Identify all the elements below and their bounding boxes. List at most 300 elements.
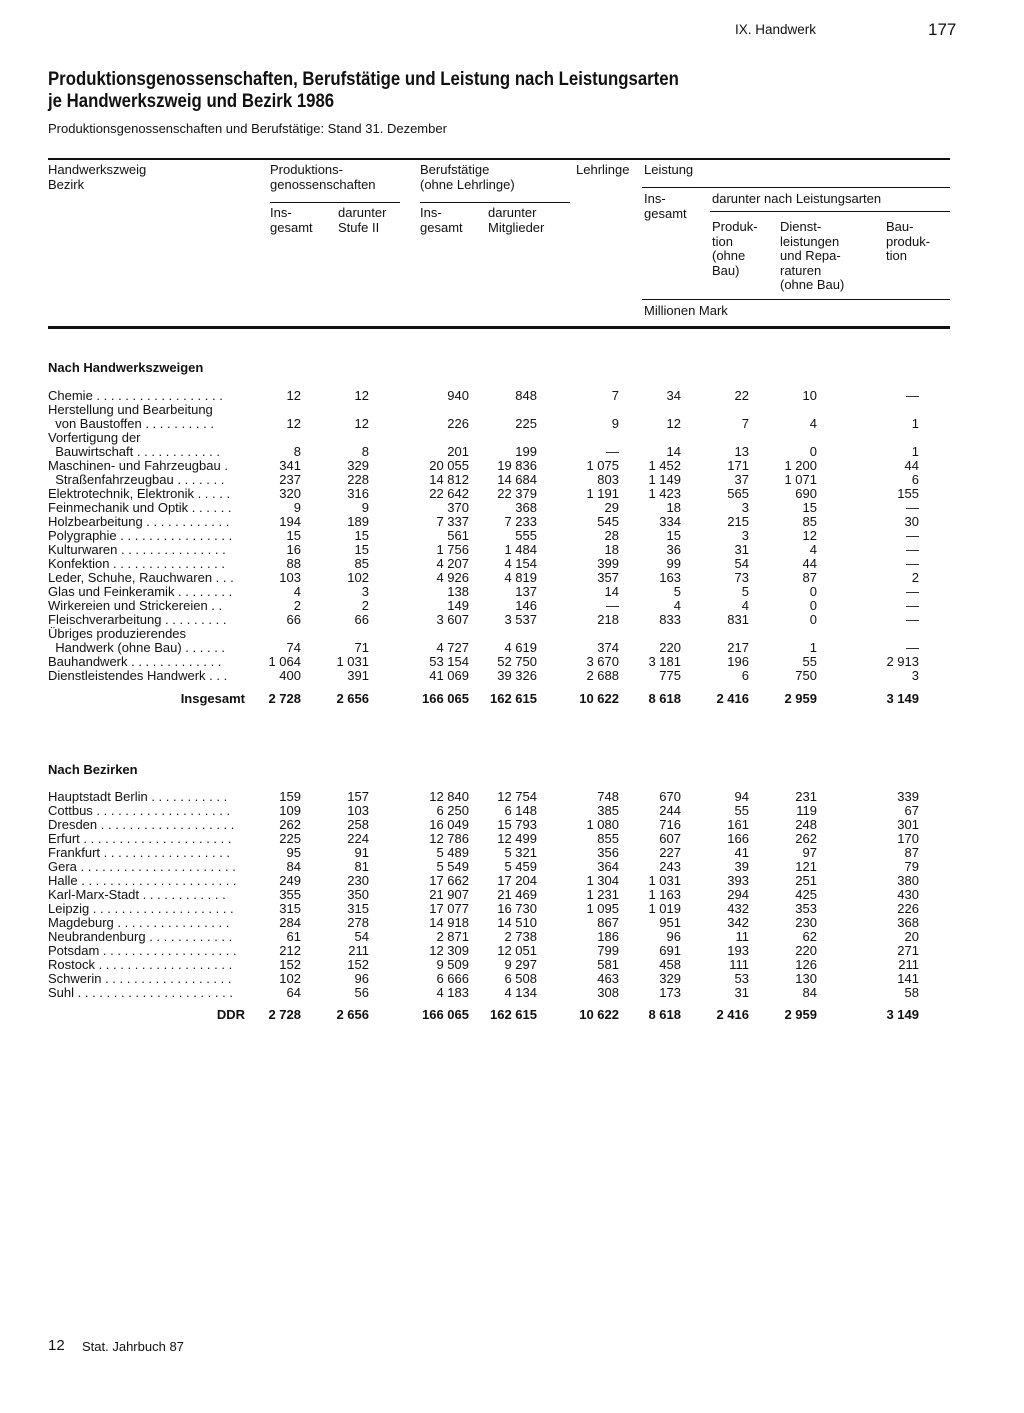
- row-label: Bauhandwerk . . . . . . . . . . . . .: [48, 654, 222, 669]
- table-cell: —: [906, 542, 919, 557]
- table-row: [0, 790, 1024, 804]
- table-cell: 94: [734, 789, 749, 804]
- total-cell: 2 656: [336, 1007, 369, 1022]
- table-cell: —: [906, 556, 919, 571]
- table-cell: 12: [802, 528, 817, 543]
- table-cell: 54: [354, 929, 369, 944]
- table-cell: 159: [279, 789, 301, 804]
- table-cell: 6 666: [436, 971, 469, 986]
- total-cell: 2 959: [784, 691, 817, 706]
- table-cell: 7: [741, 416, 749, 431]
- table-cell: 58: [904, 985, 919, 1000]
- table-cell: 211: [348, 943, 369, 958]
- table-cell: 14 918: [429, 915, 469, 930]
- total-cell: 2 656: [336, 691, 369, 706]
- table-cell: 66: [286, 612, 301, 627]
- table-cell: 1 484: [504, 542, 537, 557]
- row-label: Potsdam . . . . . . . . . . . . . . . . . . .: [48, 943, 237, 958]
- section-heading-bezirke: Nach Bezirken: [48, 762, 138, 777]
- table-cell: 126: [795, 957, 817, 972]
- table-cell: —: [906, 598, 919, 613]
- table-cell: 339: [897, 789, 919, 804]
- row-label: Feinmechanik und Optik . . . . . .: [48, 500, 232, 515]
- table-row: [0, 804, 1024, 818]
- total-label: DDR: [216, 1007, 245, 1022]
- table-cell: 284: [279, 915, 301, 930]
- rule-leistungsarten: [710, 211, 950, 212]
- table-cell: 88: [286, 556, 301, 571]
- table-cell: 9 297: [504, 957, 537, 972]
- footer-source: Stat. Jahrbuch 87: [82, 1339, 184, 1354]
- table-cell: 15: [354, 528, 369, 543]
- table-cell: 16: [286, 542, 301, 557]
- row-label: Leder, Schuhe, Rauchwaren . . .: [48, 570, 234, 585]
- table-cell: 157: [347, 789, 369, 804]
- table-cell: 12 840: [429, 789, 469, 804]
- table-cell: 87: [904, 845, 919, 860]
- table-cell: 1 423: [648, 486, 681, 501]
- table-cell: —: [906, 388, 919, 403]
- table-cell: 1 095: [586, 901, 619, 916]
- table-cell: 2 871: [436, 929, 469, 944]
- table-cell: 7 233: [504, 514, 537, 529]
- total-cell: 3 149: [886, 691, 919, 706]
- table-cell: 186: [597, 929, 619, 944]
- table-cell: 368: [897, 915, 919, 930]
- table-cell: 85: [354, 556, 369, 571]
- table-row: [0, 832, 1024, 846]
- row-label: Vorfertigung der: [48, 430, 141, 445]
- table-cell: 10: [802, 388, 817, 403]
- table-cell: 152: [347, 957, 369, 972]
- table-row: [0, 431, 1024, 445]
- row-label: Frankfurt . . . . . . . . . . . . . . . . . .: [48, 845, 231, 860]
- table-cell: 84: [802, 985, 817, 1000]
- table-cell: 31: [734, 985, 749, 1000]
- row-label: Elektrotechnik, Elektronik . . . . .: [48, 486, 231, 501]
- table-cell: 9 509: [436, 957, 469, 972]
- header-leistung: Leistung: [644, 162, 694, 177]
- row-label: Suhl . . . . . . . . . . . . . . . . . . . . . .: [48, 985, 233, 1000]
- table-cell: 79: [904, 859, 919, 874]
- table-cell: 22 379: [497, 486, 537, 501]
- table-cell: 5 489: [436, 845, 469, 860]
- table-cell: 36: [666, 542, 681, 557]
- row-label: Gera . . . . . . . . . . . . . . . . . . . . . .: [48, 859, 236, 874]
- table-cell: 2: [911, 570, 919, 585]
- table-cell: 67: [904, 803, 919, 818]
- row-label: Cottbus . . . . . . . . . . . . . . . . . . .: [48, 803, 231, 818]
- header-bauproduktion: Bau- produk- tion: [886, 219, 931, 263]
- table-cell: 11: [735, 929, 749, 944]
- table-cell: 1 149: [648, 472, 681, 487]
- table-cell: 4: [293, 584, 301, 599]
- table-cell: 3: [911, 668, 919, 683]
- table-row: [0, 860, 1024, 874]
- table-cell: 4 134: [504, 985, 537, 1000]
- table-cell: 425: [795, 887, 817, 902]
- table-cell: 95: [286, 845, 301, 860]
- table-cell: 230: [347, 873, 369, 888]
- table-cell: 161: [727, 817, 749, 832]
- table-cell: 1 200: [784, 458, 817, 473]
- table-cell: 34: [666, 388, 681, 403]
- table-cell: 7 337: [436, 514, 469, 529]
- table-cell: 243: [659, 859, 681, 874]
- header-berufstaetige: Berufstätige (ohne Lehrlinge): [420, 162, 515, 192]
- table-cell: 199: [515, 444, 537, 459]
- table-cell: 62: [802, 929, 817, 944]
- header-bt-insgesamt: Ins- gesamt: [420, 205, 463, 235]
- table-cell: 2 913: [886, 654, 919, 669]
- table-cell: 248: [795, 817, 817, 832]
- header-top-rule: [48, 158, 950, 160]
- table-cell: 2: [293, 598, 301, 613]
- table-cell: 400: [279, 668, 301, 683]
- table-cell: 22 642: [429, 486, 469, 501]
- table-cell: 12 051: [497, 943, 537, 958]
- table-cell: 53: [734, 971, 749, 986]
- header-leistungsarten: darunter nach Leistungsarten: [712, 191, 882, 206]
- table-cell: 3 537: [504, 612, 537, 627]
- table-cell: 9: [361, 500, 369, 515]
- table-cell: 84: [286, 859, 301, 874]
- table-cell: 44: [904, 458, 919, 473]
- table-cell: 3 670: [586, 654, 619, 669]
- table-row: [0, 557, 1024, 571]
- table-cell: 0: [809, 598, 817, 613]
- table-cell: 4 727: [436, 640, 469, 655]
- table-cell: 14: [604, 584, 619, 599]
- table-cell: 12: [354, 416, 369, 431]
- table-cell: 1: [911, 416, 919, 431]
- header-bt-mitglieder: darunter Mitglieder: [488, 205, 545, 235]
- table-title: [48, 68, 679, 112]
- row-label: Handwerk (ohne Bau) . . . . . .: [48, 640, 226, 655]
- total-row: [0, 1008, 1024, 1022]
- row-label: Hauptstadt Berlin . . . . . . . . . . .: [48, 789, 228, 804]
- table-row: [0, 930, 1024, 944]
- table-cell: 41 069: [429, 668, 469, 683]
- table-cell: 212: [279, 943, 301, 958]
- table-cell: 2: [361, 598, 369, 613]
- table-cell: 41: [734, 845, 749, 860]
- table-cell: 21 907: [429, 887, 469, 902]
- table-cell: 380: [897, 873, 919, 888]
- table-cell: 119: [796, 803, 817, 818]
- footer-page-number: 12: [48, 1337, 65, 1354]
- table-row: [0, 669, 1024, 683]
- table-cell: 364: [597, 859, 619, 874]
- table-cell: 52 750: [497, 654, 537, 669]
- row-label: Rostock . . . . . . . . . . . . . . . . . . .: [48, 957, 233, 972]
- table-cell: 130: [795, 971, 817, 986]
- table-cell: 81: [354, 859, 369, 874]
- table-cell: 22: [734, 388, 749, 403]
- total-cell: 10 622: [579, 691, 619, 706]
- table-cell: 329: [347, 458, 369, 473]
- table-cell: 458: [659, 957, 681, 972]
- table-cell: 224: [347, 831, 369, 846]
- table-cell: —: [906, 584, 919, 599]
- table-row: [0, 641, 1024, 655]
- table-cell: 74: [286, 640, 301, 655]
- table-cell: 316: [347, 486, 369, 501]
- table-cell: 64: [286, 985, 301, 1000]
- table-cell: 61: [286, 929, 301, 944]
- title-line-1: Produktionsgenossenschaften, Berufstätige und Leistung nach Leistungsarten: [48, 68, 679, 90]
- table-cell: 12 499: [497, 831, 537, 846]
- table-row: [0, 543, 1024, 557]
- table-cell: 357: [597, 570, 619, 585]
- table-cell: 1 019: [648, 901, 681, 916]
- table-cell: 201: [447, 444, 469, 459]
- table-cell: 368: [515, 500, 537, 515]
- table-cell: 1 756: [436, 542, 469, 557]
- table-row: [0, 417, 1024, 431]
- table-cell: 12: [354, 388, 369, 403]
- row-label: Maschinen- und Fahrzeugbau .: [48, 458, 228, 473]
- table-cell: 951: [659, 915, 681, 930]
- row-label: Herstellung und Bearbeitung: [48, 402, 213, 417]
- table-row: [0, 473, 1024, 487]
- table-row: [0, 529, 1024, 543]
- table-cell: 803: [597, 472, 619, 487]
- table-cell: 96: [666, 929, 681, 944]
- table-row: [0, 459, 1024, 473]
- table-cell: 329: [659, 971, 681, 986]
- table-cell: 166: [727, 831, 749, 846]
- table-cell: 215: [727, 514, 749, 529]
- table-cell: 17 077: [429, 901, 469, 916]
- table-cell: —: [906, 500, 919, 515]
- table-cell: 3: [741, 500, 749, 515]
- table-cell: 4 926: [436, 570, 469, 585]
- table-cell: 121: [795, 859, 817, 874]
- table-cell: 855: [597, 831, 619, 846]
- total-cell: 166 065: [422, 691, 469, 706]
- table-cell: 9: [611, 416, 619, 431]
- table-cell: 5: [741, 584, 749, 599]
- total-cell: 2 728: [268, 691, 301, 706]
- rule-leistung: [642, 187, 950, 188]
- table-cell: 109: [279, 803, 301, 818]
- table-cell: 73: [734, 570, 749, 585]
- table-cell: 12 754: [497, 789, 537, 804]
- table-cell: 99: [666, 556, 681, 571]
- table-cell: 12: [666, 416, 681, 431]
- table-cell: 31: [734, 542, 749, 557]
- table-row: [0, 445, 1024, 459]
- table-cell: 5 549: [436, 859, 469, 874]
- table-cell: —: [606, 598, 619, 613]
- table-cell: 146: [515, 598, 537, 613]
- row-label: Konfektion . . . . . . . . . . . . . . . .: [48, 556, 226, 571]
- total-cell: 2 416: [716, 691, 749, 706]
- table-cell: 6 508: [504, 971, 537, 986]
- table-cell: 4 183: [436, 985, 469, 1000]
- table-cell: —: [906, 528, 919, 543]
- table-cell: 670: [659, 789, 681, 804]
- table-cell: 18: [666, 500, 681, 515]
- table-cell: 374: [597, 640, 619, 655]
- total-cell: 10 622: [579, 1007, 619, 1022]
- table-cell: 1 452: [648, 458, 681, 473]
- table-cell: 262: [795, 831, 817, 846]
- table-cell: 334: [659, 514, 681, 529]
- table-cell: 4: [809, 416, 817, 431]
- table-cell: 342: [727, 915, 749, 930]
- table-cell: 2 688: [586, 668, 619, 683]
- table-cell: 716: [659, 817, 681, 832]
- table-row: [0, 389, 1024, 403]
- table-cell: 4 154: [504, 556, 537, 571]
- table-cell: 170: [897, 831, 919, 846]
- page-number: 177: [928, 20, 957, 39]
- table-cell: 21 469: [497, 887, 537, 902]
- table-cell: 189: [347, 514, 369, 529]
- header-dienstleistungen: Dienst- leistungen und Repa- raturen (ohne Bau): [780, 219, 845, 292]
- table-cell: 308: [597, 985, 619, 1000]
- table-cell: 251: [795, 873, 817, 888]
- row-label: Dresden . . . . . . . . . . . . . . . . . . .: [48, 817, 235, 832]
- table-cell: 4: [809, 542, 817, 557]
- table-cell: 775: [659, 668, 681, 683]
- table-cell: 831: [727, 612, 749, 627]
- table-cell: 249: [279, 873, 301, 888]
- table-cell: 103: [347, 803, 369, 818]
- table-cell: 6 148: [504, 803, 537, 818]
- table-cell: 217: [727, 640, 749, 655]
- table-cell: 163: [659, 570, 681, 585]
- table-cell: 1 031: [336, 654, 369, 669]
- row-label: Leipzig . . . . . . . . . . . . . . . . . . . .: [48, 901, 234, 916]
- table-cell: 14 684: [497, 472, 537, 487]
- total-cell: 8 618: [648, 1007, 681, 1022]
- rule-produktionsgenossenschaften: [270, 202, 400, 203]
- table-cell: 607: [659, 831, 681, 846]
- table-cell: 430: [897, 887, 919, 902]
- table-cell: 14 812: [429, 472, 469, 487]
- table-cell: 355: [279, 887, 301, 902]
- total-cell: 8 618: [648, 691, 681, 706]
- table-row: [0, 986, 1024, 1000]
- table-cell: 102: [347, 570, 369, 585]
- table-cell: 9: [293, 500, 301, 515]
- section-label: IX. Handwerk: [735, 22, 817, 37]
- total-cell: 162 615: [490, 1007, 537, 1022]
- table-cell: 391: [347, 668, 369, 683]
- table-cell: 71: [354, 640, 369, 655]
- table-cell: 230: [795, 915, 817, 930]
- table-cell: 3: [741, 528, 749, 543]
- row-label: Schwerin . . . . . . . . . . . . . . . . . .: [48, 971, 232, 986]
- table-cell: 155: [897, 486, 919, 501]
- row-label: Wirkereien und Strickereien . .: [48, 598, 223, 613]
- table-cell: 87: [802, 570, 817, 585]
- row-label: Halle . . . . . . . . . . . . . . . . . . . . . .: [48, 873, 237, 888]
- row-label: Kulturwaren . . . . . . . . . . . . . . .: [48, 542, 226, 557]
- table-row: [0, 818, 1024, 832]
- table-cell: 0: [809, 584, 817, 599]
- table-cell: 29: [604, 500, 619, 515]
- table-cell: 1 071: [784, 472, 817, 487]
- table-cell: 7: [611, 388, 619, 403]
- header-stub: Handwerkszweig Bezirk: [48, 162, 147, 192]
- table-cell: 301: [897, 817, 919, 832]
- table-cell: 237: [279, 472, 301, 487]
- table-cell: 8: [361, 444, 369, 459]
- total-cell: 162 615: [490, 691, 537, 706]
- table-cell: 1 080: [586, 817, 619, 832]
- table-cell: 463: [597, 971, 619, 986]
- header-lehrlinge: Lehrlinge: [576, 162, 630, 177]
- table-cell: 141: [897, 971, 919, 986]
- row-label: Holzbearbeitung . . . . . . . . . . . .: [48, 514, 230, 529]
- table-cell: 96: [354, 971, 369, 986]
- table-cell: 39: [734, 859, 749, 874]
- header-leistung-insgesamt: Ins- gesamt: [644, 191, 687, 221]
- table-row: [0, 972, 1024, 986]
- table-cell: 3 607: [436, 612, 469, 627]
- table-cell: 0: [809, 612, 817, 627]
- table-cell: 103: [279, 570, 301, 585]
- table-cell: 228: [347, 472, 369, 487]
- table-cell: 218: [597, 612, 619, 627]
- table-cell: 227: [659, 845, 681, 860]
- table-row: [0, 599, 1024, 613]
- table-cell: 341: [279, 458, 301, 473]
- table-cell: 555: [515, 528, 537, 543]
- table-cell: 940: [447, 388, 469, 403]
- table-cell: 1 163: [648, 887, 681, 902]
- table-cell: 13: [734, 444, 749, 459]
- row-label: Chemie . . . . . . . . . . . . . . . . . .: [48, 388, 223, 403]
- table-cell: 8: [293, 444, 301, 459]
- table-cell: 91: [354, 845, 369, 860]
- table-cell: 581: [597, 957, 619, 972]
- table-cell: 1 031: [648, 873, 681, 888]
- table-row: [0, 613, 1024, 627]
- total-cell: 2 416: [716, 1007, 749, 1022]
- table-cell: 225: [515, 416, 537, 431]
- table-cell: 12: [286, 416, 301, 431]
- table-cell: 748: [597, 789, 619, 804]
- table-cell: 30: [904, 514, 919, 529]
- table-cell: 12 309: [429, 943, 469, 958]
- table-cell: 4: [741, 598, 749, 613]
- table-cell: 294: [727, 887, 749, 902]
- table-cell: 320: [279, 486, 301, 501]
- table-row: [0, 403, 1024, 417]
- table-cell: 833: [659, 612, 681, 627]
- table-cell: 1 304: [586, 873, 619, 888]
- table-row: [0, 515, 1024, 529]
- table-cell: 226: [447, 416, 469, 431]
- table-cell: 55: [734, 803, 749, 818]
- table-cell: 196: [727, 654, 749, 669]
- table-cell: 1 231: [586, 887, 619, 902]
- table-cell: 1 064: [268, 654, 301, 669]
- table-cell: 691: [659, 943, 681, 958]
- table-cell: 152: [279, 957, 301, 972]
- table-cell: 149: [447, 598, 469, 613]
- table-cell: 271: [897, 943, 919, 958]
- table-cell: 15: [666, 528, 681, 543]
- table-cell: 867: [597, 915, 619, 930]
- table-cell: 56: [354, 985, 369, 1000]
- table-cell: 97: [802, 845, 817, 860]
